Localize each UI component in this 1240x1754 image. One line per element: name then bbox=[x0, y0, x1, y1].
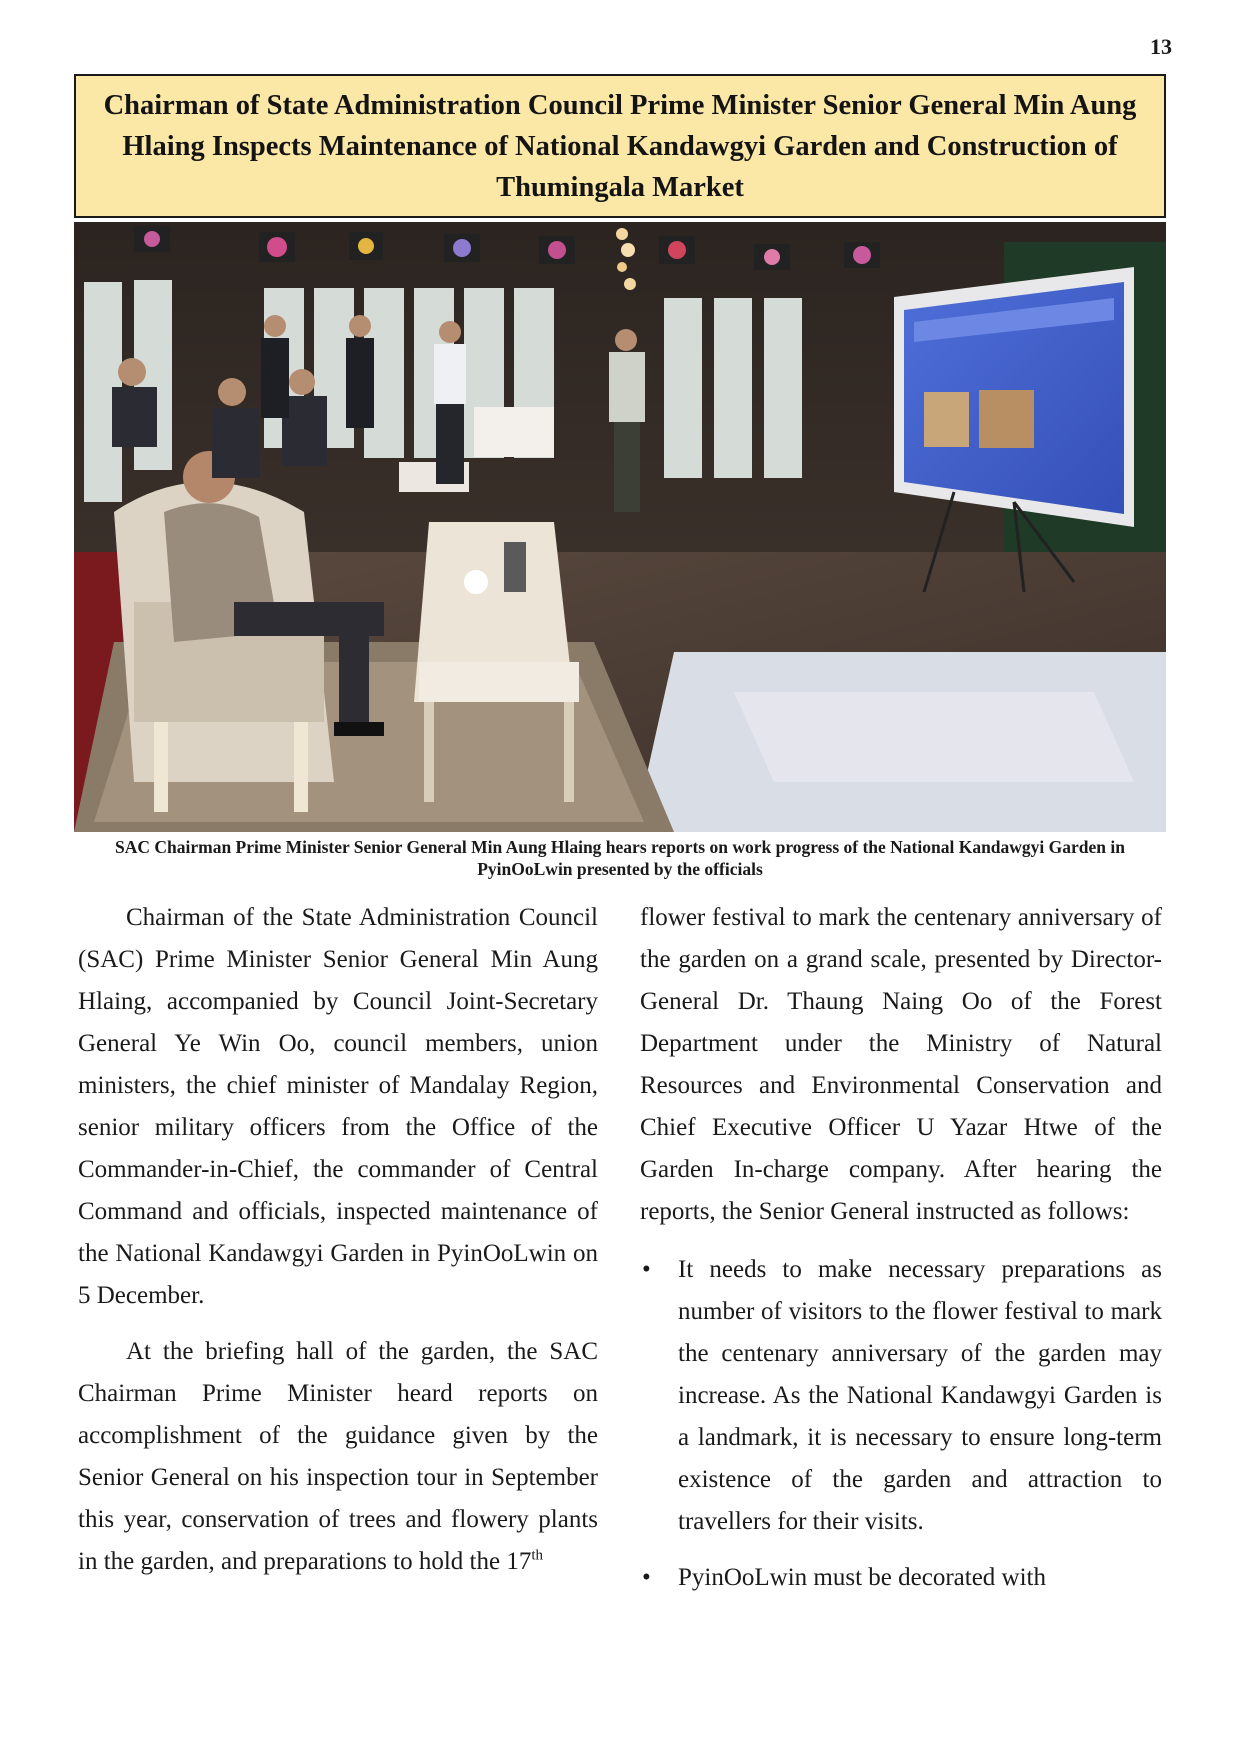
instruction-text: It needs to make necessary preparations as number of visitors to the flower festival to mark the centenary anniversary of the garden may increase. As the National Kandawgyi Garden is a landmark, it is necessary to ensure long-term existence of the garden and attraction to travellers for their visits. bbox=[678, 1256, 1162, 1535]
instruction-list bbox=[640, 1249, 1162, 1599]
article-paragraph-1: Chairman of the State Administration Council (SAC) Prime Minister Senior General Min Aung Hlaing, accompanied by Council Joint-Secretary General Ye Win Oo, council members, union ministers, the chief minister of Mandalay Region, senior military officers from the Office of the Commander-in-Chief, the commander of Central Command and officials, inspected maintenance of the National Kandawgyi Garden in PyinOoLwin on 5 December. bbox=[78, 904, 598, 1309]
article-paragraph-2-continued: flower festival to mark the centenary anniversary of the garden on a grand scale, presented by Director-General Dr. Thaung Naing Oo of the Forest Department under the Ministry of Natural Resources and Environmental Conservation and Chief Executive Officer U Yazar Htwe of the Garden In-charge company. After hearing the reports, the Senior General instructed as follows: bbox=[640, 904, 1162, 1225]
headline: Chairman of State Administration Council Prime Minister Senior General Min Aung Hlaing Inspects Maintenance of National Kandawgyi Garden and Construction of Thumingala Market bbox=[103, 89, 1137, 203]
ordinal-suffix: th bbox=[531, 1547, 544, 1564]
article-paragraph-2-text: At the briefing hall of the garden, the SAC Chairman Prime Minister heard reports on accomplishment of the guidance given by the Senior General on his inspection tour in September this year, conservation of trees and flowery plants in the garden, and preparations to hold the 17 bbox=[78, 1338, 598, 1575]
instruction-item bbox=[640, 1557, 1162, 1599]
instruction-item bbox=[640, 1249, 1162, 1543]
article-column-left bbox=[78, 897, 598, 1583]
page-number: 13 bbox=[1150, 34, 1172, 59]
article-paragraph-2 bbox=[78, 1331, 598, 1583]
instruction-text: PyinOoLwin must be decorated with bbox=[678, 1564, 1046, 1591]
news-photo bbox=[74, 222, 1166, 832]
bullet-icon: • bbox=[642, 1564, 651, 1591]
headline-box bbox=[74, 74, 1166, 218]
photo-caption: SAC Chairman Prime Minister Senior General Min Aung Hlaing hears reports on work progress of the National Kandawgyi Garden in PyinOoLwin presented by the officials bbox=[114, 837, 1125, 879]
bullet-icon: • bbox=[642, 1256, 651, 1283]
article-column-right bbox=[640, 897, 1162, 1613]
